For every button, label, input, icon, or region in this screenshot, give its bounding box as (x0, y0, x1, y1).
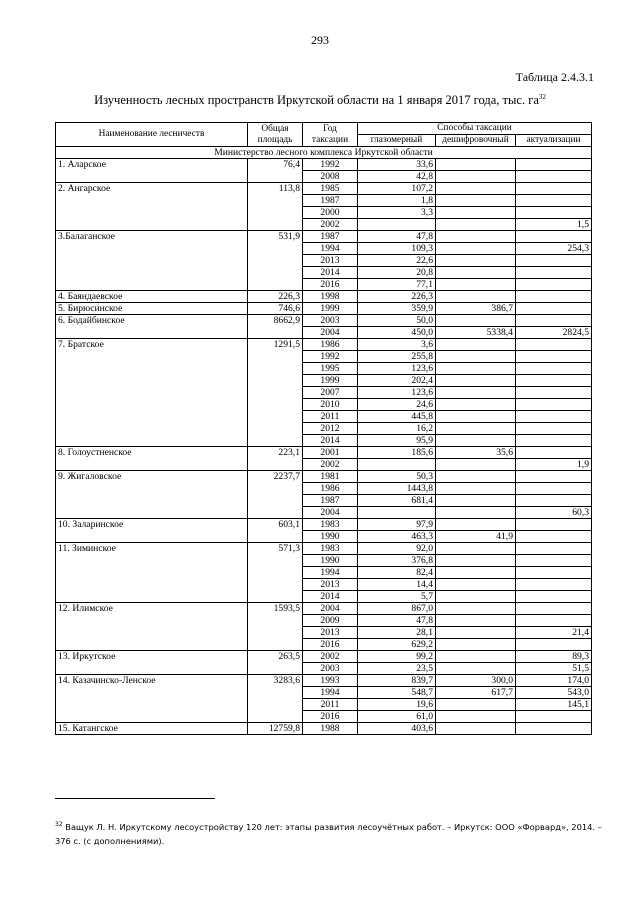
forestry-name-cell: 3.Балаганское (56, 231, 248, 291)
update-cell (516, 399, 592, 411)
update-cell (516, 435, 592, 447)
update-cell (516, 183, 592, 195)
footnote-reference: 32 (538, 93, 546, 101)
year-cell: 2002 (303, 651, 358, 663)
table-row (56, 675, 592, 687)
table-row (56, 303, 592, 315)
forestry-name-cell: 10. Заларинское (56, 519, 248, 543)
total-area-cell: 1291,5 (248, 339, 303, 447)
year-cell: 1988 (303, 723, 358, 735)
decoding-cell (436, 435, 516, 447)
year-cell: 1995 (303, 363, 358, 375)
year-cell: 2008 (303, 171, 358, 183)
update-cell (516, 531, 592, 543)
update-cell (516, 483, 592, 495)
update-cell (516, 339, 592, 351)
year-cell: 2014 (303, 267, 358, 279)
visual-survey-cell: 450,0 (358, 327, 436, 339)
decoding-cell (436, 399, 516, 411)
decoding-cell: 300,0 (436, 675, 516, 687)
total-area-cell: 113,8 (248, 183, 303, 231)
update-cell (516, 411, 592, 423)
visual-survey-cell: 403,6 (358, 723, 436, 735)
total-area-cell: 223,1 (248, 447, 303, 471)
decoding-cell (436, 651, 516, 663)
section-row (56, 147, 592, 159)
footnote-mark: 32 (55, 821, 63, 828)
visual-survey-cell: 61,0 (358, 711, 436, 723)
update-cell (516, 231, 592, 243)
decoding-cell (436, 183, 516, 195)
update-cell (516, 363, 592, 375)
table-title-text: Изученность лесных пространств Иркутской области на 1 января 2017 года, тыс. га (94, 93, 539, 108)
footnote (55, 818, 615, 848)
visual-survey-cell: 867,0 (358, 603, 436, 615)
decoding-cell (436, 711, 516, 723)
year-cell: 2013 (303, 627, 358, 639)
update-cell: 174,0 (516, 675, 592, 687)
forestry-name-cell: 4. Баяндаевское (56, 291, 248, 303)
visual-survey-cell: 47,8 (358, 615, 436, 627)
footnote-text: Ващук Л. Н. Иркутскому лесоустройству 120 лет: этапы развития лесоучётных работ. – Иркутск: ООО «Форвард», 2014. – 376 с. (с дополнениями). (55, 821, 602, 846)
update-cell (516, 375, 592, 387)
forestry-name-cell: 6. Бодайбинское (56, 315, 248, 339)
visual-survey-cell: 5,7 (358, 591, 436, 603)
visual-survey-cell: 95,9 (358, 435, 436, 447)
decoding-cell (436, 363, 516, 375)
year-cell: 1986 (303, 483, 358, 495)
decoding-cell (436, 579, 516, 591)
decoding-cell (436, 627, 516, 639)
total-area-cell: 8662,9 (248, 315, 303, 339)
header-glaz: глазомерный (358, 135, 436, 147)
year-cell: 1983 (303, 519, 358, 531)
year-cell: 2004 (303, 507, 358, 519)
year-cell: 2000 (303, 207, 358, 219)
decoding-cell (436, 519, 516, 531)
year-cell: 1983 (303, 543, 358, 555)
visual-survey-cell: 629,2 (358, 639, 436, 651)
year-cell: 1999 (303, 303, 358, 315)
header-year: Год таксации (303, 123, 358, 147)
year-cell: 1990 (303, 531, 358, 543)
visual-survey-cell: 839,7 (358, 675, 436, 687)
year-cell: 2013 (303, 255, 358, 267)
update-cell (516, 387, 592, 399)
forestry-name-cell: 8. Голоустненское (56, 447, 248, 471)
table-row (56, 183, 592, 195)
forestry-name-cell: 15. Катангское (56, 723, 248, 735)
decoding-cell (436, 411, 516, 423)
forestry-name-cell: 14. Казачинско-Ленское (56, 675, 248, 723)
visual-survey-cell: 226,3 (358, 291, 436, 303)
visual-survey-cell (358, 219, 436, 231)
table-row (56, 315, 592, 327)
decoding-cell (436, 543, 516, 555)
table-row (56, 603, 592, 615)
visual-survey-cell: 359,9 (358, 303, 436, 315)
visual-survey-cell: 548,7 (358, 687, 436, 699)
decoding-cell (436, 279, 516, 291)
year-cell: 2011 (303, 411, 358, 423)
update-cell (516, 195, 592, 207)
decoding-cell (436, 387, 516, 399)
decoding-cell (436, 591, 516, 603)
visual-survey-cell: 24,6 (358, 399, 436, 411)
year-cell: 2010 (303, 399, 358, 411)
table-body (56, 147, 592, 735)
update-cell (516, 495, 592, 507)
update-cell: 51,5 (516, 663, 592, 675)
visual-survey-cell: 255,8 (358, 351, 436, 363)
update-cell (516, 723, 592, 735)
decoding-cell (436, 507, 516, 519)
year-cell: 2014 (303, 591, 358, 603)
year-cell: 1998 (303, 291, 358, 303)
forestry-name-cell: 5. Бирюсинское (56, 303, 248, 315)
total-area-cell: 1593,5 (248, 603, 303, 651)
visual-survey-cell: 77,1 (358, 279, 436, 291)
update-cell: 1,5 (516, 219, 592, 231)
year-cell: 1999 (303, 375, 358, 387)
header-desh: дешифровочный (436, 135, 516, 147)
decoding-cell (436, 231, 516, 243)
visual-survey-cell: 97,9 (358, 519, 436, 531)
update-cell (516, 279, 592, 291)
forestry-name-cell: 11. Зиминское (56, 543, 248, 603)
year-cell: 2014 (303, 435, 358, 447)
year-cell: 1981 (303, 471, 358, 483)
visual-survey-cell: 185,6 (358, 447, 436, 459)
update-cell (516, 567, 592, 579)
decoding-cell: 35,6 (436, 447, 516, 459)
total-area-cell: 226,3 (248, 291, 303, 303)
year-cell: 1994 (303, 243, 358, 255)
total-area-cell: 746,6 (248, 303, 303, 315)
table-row (56, 651, 592, 663)
update-cell: 21,4 (516, 627, 592, 639)
decoding-cell (436, 615, 516, 627)
update-cell (516, 303, 592, 315)
decoding-cell (436, 723, 516, 735)
update-cell (516, 519, 592, 531)
update-cell: 89,3 (516, 651, 592, 663)
forest-study-table (55, 122, 592, 735)
update-cell (516, 639, 592, 651)
year-cell: 1993 (303, 675, 358, 687)
year-cell: 1986 (303, 339, 358, 351)
total-area-cell: 76,4 (248, 159, 303, 183)
update-cell (516, 207, 592, 219)
year-cell: 1985 (303, 183, 358, 195)
visual-survey-cell: 47,8 (358, 231, 436, 243)
visual-survey-cell (358, 507, 436, 519)
visual-survey-cell: 3,6 (358, 339, 436, 351)
update-cell (516, 291, 592, 303)
decoding-cell (436, 351, 516, 363)
year-cell: 2004 (303, 603, 358, 615)
page-number: 293 (311, 33, 329, 47)
visual-survey-cell: 50,3 (358, 471, 436, 483)
visual-survey-cell: 50,0 (358, 315, 436, 327)
visual-survey-cell: 123,6 (358, 387, 436, 399)
update-cell (516, 711, 592, 723)
update-cell (516, 171, 592, 183)
table-row (56, 291, 592, 303)
visual-survey-cell: 82,4 (358, 567, 436, 579)
update-cell (516, 255, 592, 267)
table-row (56, 723, 592, 735)
visual-survey-cell: 42,8 (358, 171, 436, 183)
year-cell: 2004 (303, 327, 358, 339)
visual-survey-cell: 99,2 (358, 651, 436, 663)
update-cell: 2824,5 (516, 327, 592, 339)
forestry-name-cell: 9. Жигаловское (56, 471, 248, 519)
decoding-cell (436, 495, 516, 507)
year-cell: 2003 (303, 663, 358, 675)
update-cell (516, 447, 592, 459)
table-row (56, 519, 592, 531)
decoding-cell (436, 315, 516, 327)
decoding-cell: 41,9 (436, 531, 516, 543)
table-title (0, 93, 640, 108)
decoding-cell: 5338,4 (436, 327, 516, 339)
year-cell: 2012 (303, 423, 358, 435)
decoding-cell (436, 423, 516, 435)
decoding-cell (436, 219, 516, 231)
update-cell (516, 615, 592, 627)
decoding-cell (436, 471, 516, 483)
visual-survey-cell: 92,0 (358, 543, 436, 555)
update-cell (516, 471, 592, 483)
update-cell (516, 423, 592, 435)
update-cell: 1,9 (516, 459, 592, 471)
table-label: Таблица 2.4.3.1 (515, 70, 594, 84)
visual-survey-cell: 109,3 (358, 243, 436, 255)
table-row (56, 339, 592, 351)
year-cell: 2002 (303, 219, 358, 231)
total-area-cell: 3283,6 (248, 675, 303, 723)
total-area-cell: 263,5 (248, 651, 303, 675)
year-cell: 1987 (303, 495, 358, 507)
decoding-cell (436, 159, 516, 171)
table-row (56, 543, 592, 555)
year-cell: 1994 (303, 687, 358, 699)
year-cell: 2016 (303, 711, 358, 723)
visual-survey-cell: 16,2 (358, 423, 436, 435)
update-cell (516, 543, 592, 555)
decoding-cell: 386,7 (436, 303, 516, 315)
table-row (56, 159, 592, 171)
visual-survey-cell: 19,6 (358, 699, 436, 711)
visual-survey-cell: 445,8 (358, 411, 436, 423)
total-area-cell: 12759,8 (248, 723, 303, 735)
header-area: Общая площадь (248, 123, 303, 147)
decoding-cell (436, 639, 516, 651)
year-cell: 1990 (303, 555, 358, 567)
year-cell: 2016 (303, 279, 358, 291)
update-cell (516, 159, 592, 171)
year-cell: 2002 (303, 459, 358, 471)
update-cell (516, 579, 592, 591)
decoding-cell (436, 603, 516, 615)
visual-survey-cell: 33,6 (358, 159, 436, 171)
visual-survey-cell: 28,1 (358, 627, 436, 639)
header-methods: Способы таксации (358, 123, 592, 135)
total-area-cell: 603,1 (248, 519, 303, 543)
year-cell: 2003 (303, 315, 358, 327)
year-cell: 2007 (303, 387, 358, 399)
year-cell: 1994 (303, 567, 358, 579)
decoding-cell (436, 567, 516, 579)
visual-survey-cell: 1443,8 (358, 483, 436, 495)
visual-survey-cell: 463,3 (358, 531, 436, 543)
visual-survey-cell: 3,3 (358, 207, 436, 219)
decoding-cell (436, 375, 516, 387)
update-cell (516, 555, 592, 567)
footnote-divider (55, 798, 215, 799)
decoding-cell (436, 243, 516, 255)
decoding-cell (436, 663, 516, 675)
decoding-cell (436, 267, 516, 279)
visual-survey-cell: 1,8 (358, 195, 436, 207)
year-cell: 1992 (303, 351, 358, 363)
visual-survey-cell: 202,4 (358, 375, 436, 387)
update-cell (516, 315, 592, 327)
table-row (56, 231, 592, 243)
update-cell: 254,3 (516, 243, 592, 255)
year-cell: 2016 (303, 639, 358, 651)
year-cell: 2001 (303, 447, 358, 459)
update-cell: 543,0 (516, 687, 592, 699)
decoding-cell (436, 207, 516, 219)
decoding-cell (436, 171, 516, 183)
year-cell: 1987 (303, 231, 358, 243)
forestry-name-cell: 13. Иркутское (56, 651, 248, 675)
update-cell (516, 603, 592, 615)
update-cell (516, 351, 592, 363)
header-name: Наименование лесничеств (56, 123, 248, 147)
forestry-name-cell: 7. Братское (56, 339, 248, 447)
visual-survey-cell: 681,4 (358, 495, 436, 507)
total-area-cell: 2237,7 (248, 471, 303, 519)
decoding-cell (436, 459, 516, 471)
decoding-cell (436, 339, 516, 351)
visual-survey-cell: 376,8 (358, 555, 436, 567)
decoding-cell (436, 195, 516, 207)
decoding-cell (436, 555, 516, 567)
update-cell: 145,1 (516, 699, 592, 711)
year-cell: 1992 (303, 159, 358, 171)
year-cell: 2009 (303, 615, 358, 627)
visual-survey-cell: 22,6 (358, 255, 436, 267)
total-area-cell: 571,3 (248, 543, 303, 603)
table-row (56, 471, 592, 483)
decoding-cell (436, 699, 516, 711)
total-area-cell: 531,9 (248, 231, 303, 291)
update-cell (516, 591, 592, 603)
update-cell: 60,3 (516, 507, 592, 519)
forestry-name-cell: 2. Ангарское (56, 183, 248, 231)
visual-survey-cell: 123,6 (358, 363, 436, 375)
header-akt: актуализации (516, 135, 592, 147)
table-row (56, 447, 592, 459)
decoding-cell (436, 291, 516, 303)
visual-survey-cell: 107,2 (358, 183, 436, 195)
forestry-name-cell: 12. Илимское (56, 603, 248, 651)
update-cell (516, 267, 592, 279)
visual-survey-cell: 20,8 (358, 267, 436, 279)
year-cell: 1987 (303, 195, 358, 207)
decoding-cell (436, 255, 516, 267)
year-cell: 2011 (303, 699, 358, 711)
visual-survey-cell: 23,5 (358, 663, 436, 675)
decoding-cell (436, 483, 516, 495)
section-title: Министерство лесного комплекса Иркутской области (56, 147, 592, 159)
visual-survey-cell: 14,4 (358, 579, 436, 591)
decoding-cell: 617,7 (436, 687, 516, 699)
visual-survey-cell (358, 459, 436, 471)
year-cell: 2013 (303, 579, 358, 591)
forestry-name-cell: 1. Аларское (56, 159, 248, 183)
